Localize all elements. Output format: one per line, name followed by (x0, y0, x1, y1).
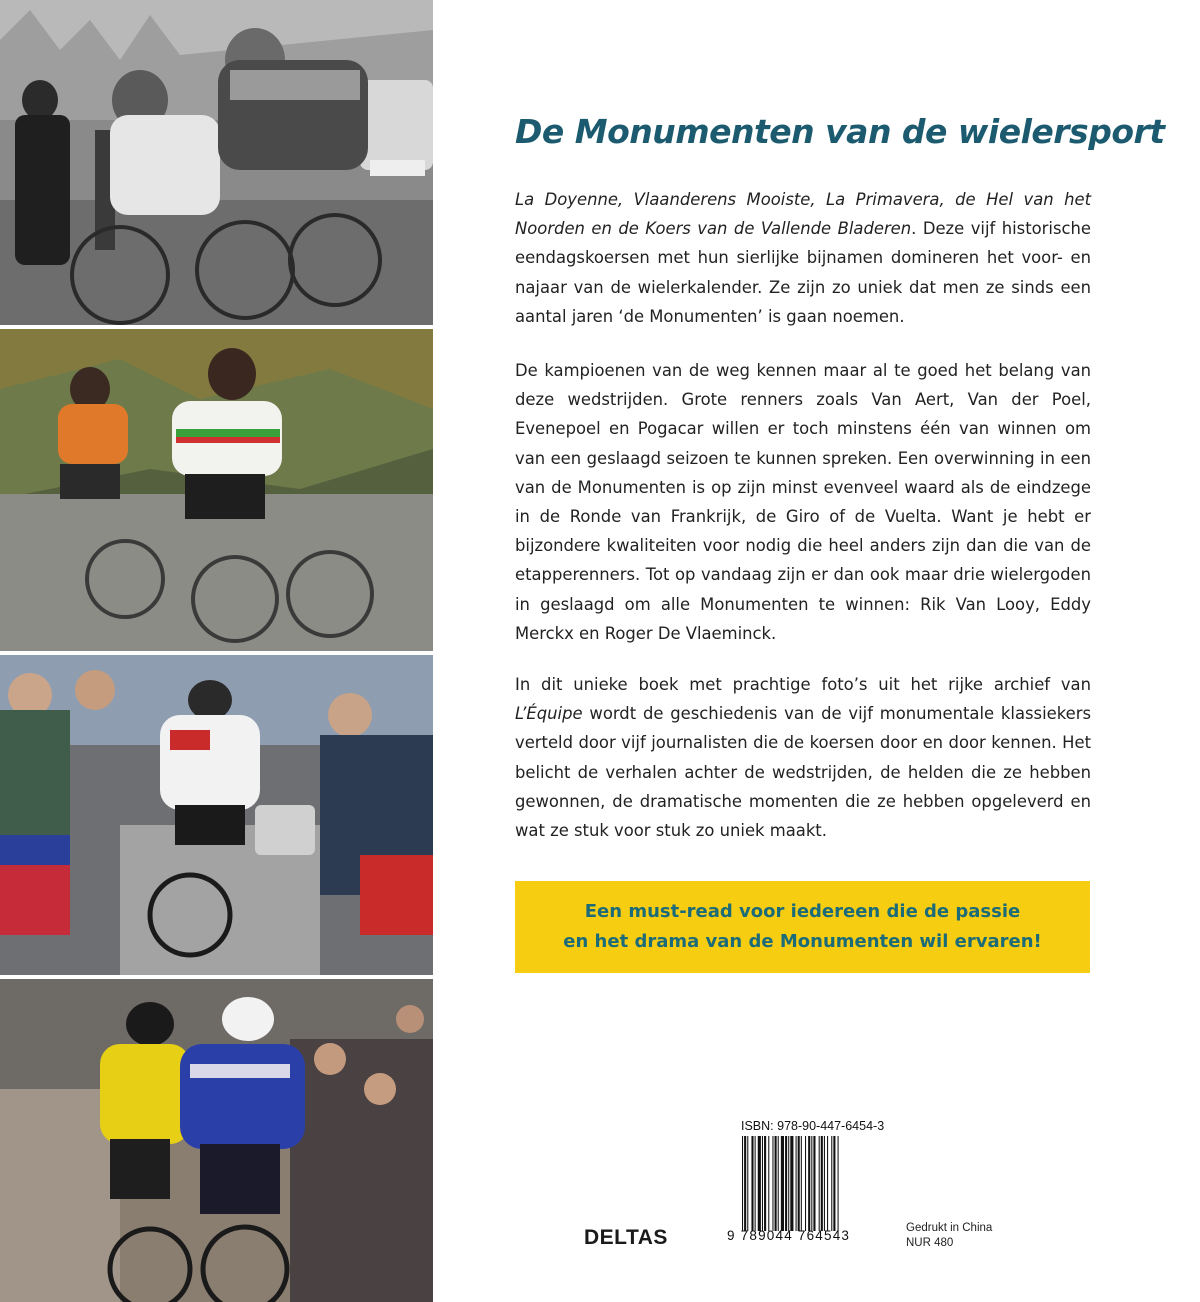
barcode-bar (788, 1136, 789, 1231)
barcode-bar (833, 1136, 835, 1231)
barcode-bar (742, 1136, 743, 1231)
barcode-bar (801, 1136, 802, 1231)
lequipe-italic: L’Équipe (515, 704, 583, 724)
must-read-callout (515, 881, 1090, 973)
barcode-bar (778, 1136, 779, 1231)
barcode-bar (744, 1136, 746, 1231)
photo-modern-climb-with-crowd (0, 655, 433, 975)
barcode-bar (824, 1136, 825, 1231)
barcode-bar (768, 1136, 769, 1231)
barcode-bar (796, 1136, 797, 1231)
intro-paragraph-rest: . Deze vijf historische eendagskoersen met hun sierlijke bijnamen domineren het voor- en najaar van de wielerkalender. Ze zijn zo uniek dat men ze sinds een aantal jaren ‘de Monumenten’ is gaan noemen. (515, 219, 1091, 326)
barcode-bar (751, 1136, 753, 1231)
callout-line-1: Een must-read voor iedereen die de passie (584, 901, 1021, 922)
barcode-bar (747, 1136, 748, 1231)
barcode-bar (781, 1136, 784, 1231)
barcode (740, 1136, 878, 1231)
book-description-lead: In dit unieke boek met prachtige foto’s uit het rijke archief van (515, 675, 1091, 694)
barcode-bar (821, 1136, 823, 1231)
barcode-bar (758, 1136, 761, 1231)
book-description-paragraph (515, 670, 1091, 845)
barcode-digits: 9 789044 764543 (727, 1228, 851, 1243)
barcode-bar (790, 1136, 793, 1231)
barcode-bar (798, 1136, 800, 1231)
barcode-bar (775, 1136, 777, 1231)
barcode-bar (772, 1136, 773, 1231)
barcode-bar (827, 1136, 828, 1231)
photo-vintage-color-climb (0, 329, 433, 651)
barcode-bar (819, 1136, 820, 1231)
barcode-bar (813, 1136, 815, 1231)
printed-in: Gedrukt in China (906, 1222, 993, 1234)
publisher-logo: DELTAS (584, 1226, 668, 1249)
nicknames-italic: La Doyenne, Vlaanderens Mooiste, La Primavera, de Hel van het Noorden en de Koers van de Vallende Bladeren (515, 190, 1091, 239)
book-title: De Monumenten van de wielersport (515, 112, 1165, 151)
barcode-bar (831, 1136, 832, 1231)
barcode-bar (755, 1136, 756, 1231)
photo-modern-cobbles-duo (0, 979, 433, 1302)
barcode-bar (764, 1136, 766, 1231)
intro-paragraph (515, 185, 1091, 331)
barcode-bar (808, 1136, 810, 1231)
champions-paragraph: De kampioenen van de weg kennen maar al te goed het belang van deze wedstrijden. Grote renners zoals Van Aert, Van der Poel, Evenepoel en Pogacar willen er toch minstens één van winnen om van een geslaagd seizoen te kunnen spreken. Een overwinning in een van de Monumenten is op zijn minst evenveel waard als de eindzege in de Ronde van Frankrijk, de Giro of de Vuelta. Want je hebt er bijzondere kwaliteiten voor nodig die heel anders zijn dan die van de etapperenners. Tot op vandaag zijn er dan ook maar drie wielergoden in geslaagd om alle Monumenten te winnen: Rik Van Looy, Eddy Merckx en Roger De Vlaeminck. (515, 361, 1091, 643)
isbn-label: ISBN: 978-90-447-6454-3 (741, 1119, 885, 1133)
callout-line-2: en het drama van de Monumenten wil ervaren! (563, 931, 1042, 952)
photo-vintage-black-white-racers (0, 0, 433, 325)
barcode-bar (838, 1136, 839, 1231)
barcode-bar (762, 1136, 763, 1231)
book-description-rest: wordt de geschiedenis van de vijf monumentale klassiekers verteld door vijf journalisten die de koersen door en door kennen. Het belicht de verhalen achter de wedstrijden, de helden die ze hebben gewonnen, de dramatische momenten die ze hebben opgeleverd en wat ze stuk voor stuk zo uniek maakt. (515, 704, 1091, 841)
print-info (906, 1221, 992, 1251)
nur-code: NUR 480 (906, 1237, 954, 1249)
barcode-bar (805, 1136, 806, 1231)
photo-column (0, 0, 433, 1302)
barcode-bar (811, 1136, 812, 1231)
barcode-bar (785, 1136, 787, 1231)
